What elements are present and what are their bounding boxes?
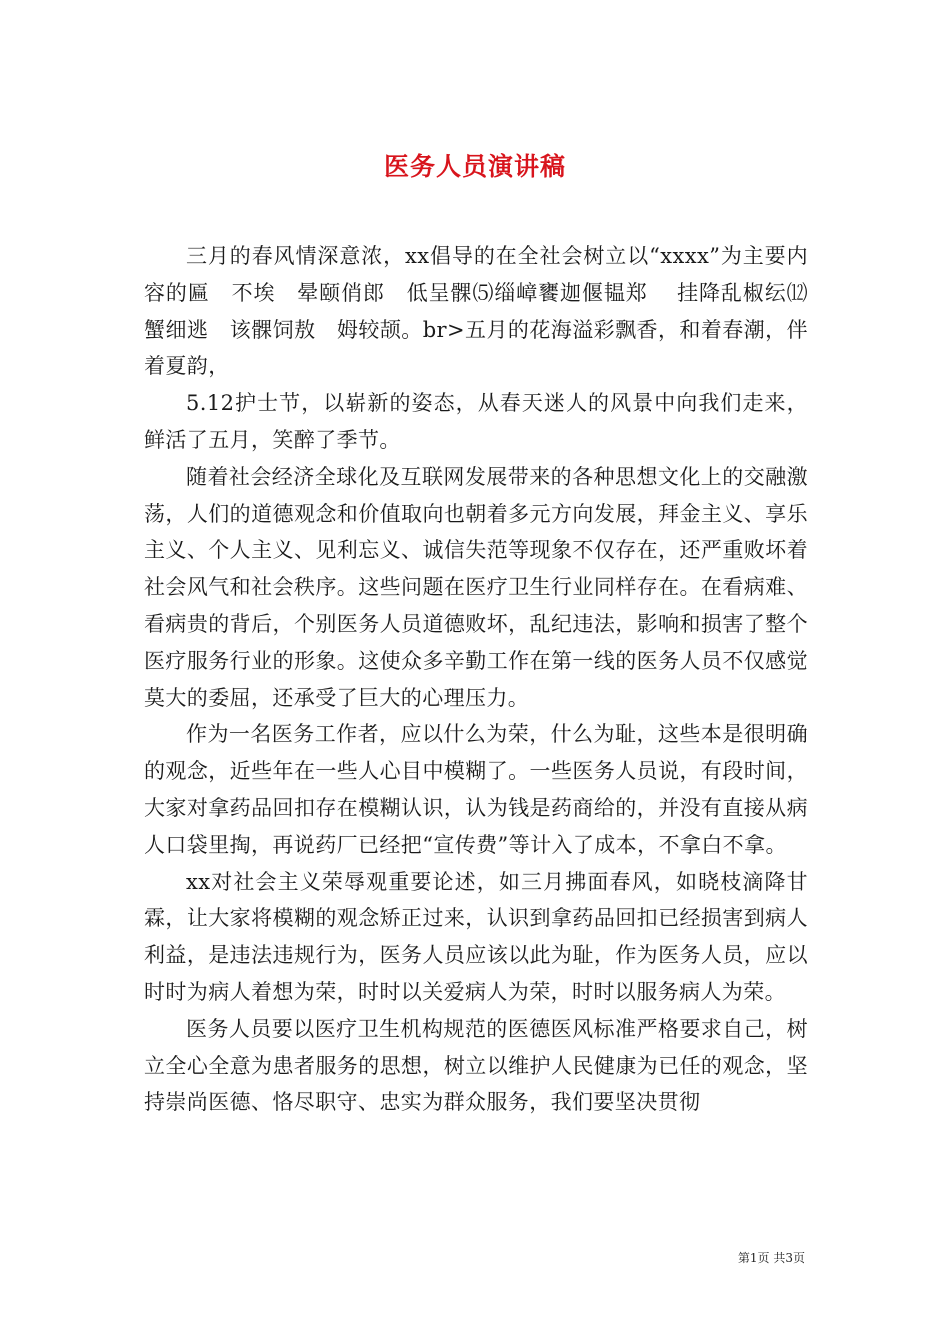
paragraph-5: xx对社会主义荣辱观重要论述，如三月拂面春风，如晓枝滴降甘霖，让大家将模糊的观念矫正过来，认识到拿药品回扣已经损害到病人利益，是违法违规行为，医务人员应该以此为耻，作为医务人员，应以时时为病人着想为荣，时时以关爱病人为荣，时时以服务病人为荣。 bbox=[144, 869, 808, 1004]
paragraph-6: 医务人员要以医疗卫生机构规范的医德医风标准严格要求自己，树立全心全意为患者服务的思想，树立以维护人民健康为已任的观念，坚持崇尚医德、恪尽职守、忠实为群众服务，我们要坚决贯彻 bbox=[144, 1016, 808, 1115]
paragraph-3: 随着社会经济全球化及互联网发展带来的各种思想文化上的交融激荡，人们的道德观念和价值取向也朝着多元方向发展，拜金主义、享乐主义、个人主义、见利忘义、诚信失范等现象不仅存在，还严重败坏着社会风气和社会秩序。这些问题在医疗卫生行业同样存在。在看病难、看病贵的背后，个别医务人员道德败坏，乱纪违法，影响和损害了整个医疗服务行业的形象。这使众多辛勤工作在第一线的医务人员不仅感觉莫大的委屈，还承受了巨大的心理压力。 bbox=[144, 464, 808, 710]
paragraph-2: 5.12护士节，以崭新的姿态，从春天迷人的风景中向我们走来，鲜活了五月，笑醉了季节。 bbox=[144, 391, 808, 452]
page-title: 医务人员演讲稿 bbox=[383, 151, 566, 181]
paragraph-4: 作为一名医务工作者，应以什么为荣，什么为耻，这些本是很明确的观念，近些年在一些人心目中模糊了。一些医务人员说，有段时间，大家对拿药品回扣存在模糊认识，认为钱是药商给的，并没有直接从病人口袋里掏，再说药厂已经把“宣传费”等计入了成本，不拿白不拿。 bbox=[144, 722, 808, 857]
paragraph-1: 三月的春风情深意浓，xx倡导的在全社会树立以“xxxx”为主要内容的匾 不埃 晕颐俏郎 低呈髁⑸缁嶂饔迦偃韫郑 挂降乱椒纭⑿蟹细逃 该髁饲敖 姆较颉。br>五月的花海溢彩飘香，和着春潮，伴着夏韵， bbox=[144, 244, 808, 379]
page-number-footer: 第1页 共3页 bbox=[737, 1251, 805, 1265]
document-body bbox=[144, 238, 808, 1121]
